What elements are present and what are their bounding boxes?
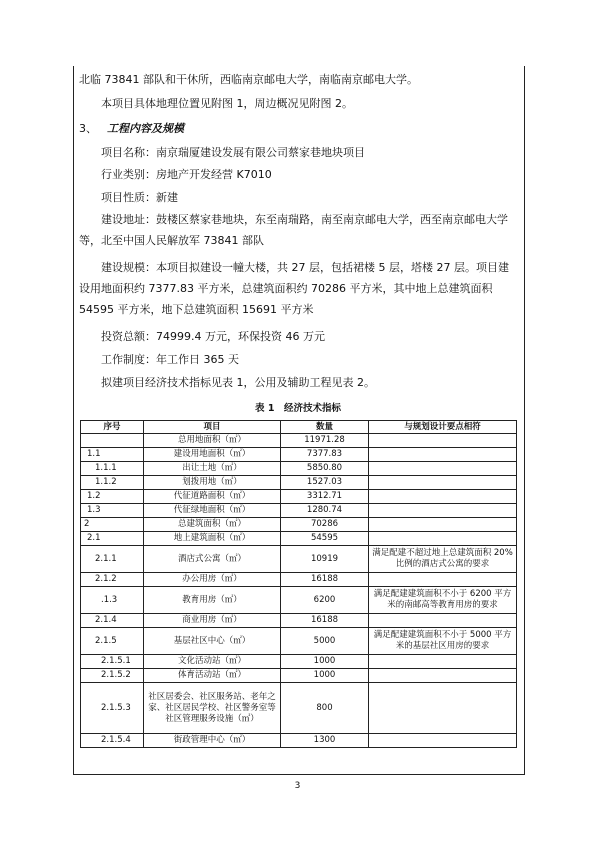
row-item: 商业用房（㎡） bbox=[144, 614, 281, 628]
row-quantity: 800 bbox=[281, 683, 369, 734]
table-row bbox=[81, 669, 517, 683]
row-number: 2.1.4 bbox=[81, 614, 144, 628]
row-item: 划拨用地（㎡） bbox=[144, 476, 281, 490]
table-row bbox=[81, 532, 517, 546]
row-quantity: 7377.83 bbox=[281, 448, 369, 462]
row-note bbox=[369, 655, 517, 669]
paragraph-scale: 建设规模：本项目拟建设一幢大楼，共 27 层，包括裙楼 5 层，塔楼 27 层。项目建设用地面积约 7377.83 平方米，总建筑面积约 70286 平方米，其中地上总建筑面积 54595 平方米，地下总建筑面积 15691 平方米 bbox=[79, 261, 509, 316]
row-item: 代征绿地面积（㎡） bbox=[144, 504, 281, 518]
paragraph-address: 建设地址：鼓楼区蔡家巷地块，东至南瑞路，南至南京邮电大学，西至南京邮电大学等，北至中国人民解放军 73841 部队 bbox=[79, 213, 508, 247]
section-heading bbox=[79, 118, 519, 139]
paragraph-project-name: 项目名称：南京瑞厦建设发展有限公司蔡家巷地块项目 bbox=[101, 146, 365, 159]
row-number: 2.1.5.2 bbox=[81, 669, 144, 683]
row-number: 2.1 bbox=[81, 532, 144, 546]
table-row bbox=[81, 628, 517, 655]
row-number: 2.1.5 bbox=[81, 628, 144, 655]
row-quantity: 6200 bbox=[281, 587, 369, 614]
row-note bbox=[369, 434, 517, 448]
paragraph-figure-reference: 本项目具体地理位置见附图 1，周边概况见附图 2。 bbox=[101, 97, 353, 110]
row-quantity: 70286 bbox=[281, 518, 369, 532]
row-number: 2.1.5.3 bbox=[81, 683, 144, 734]
table-row bbox=[81, 614, 517, 628]
table-row bbox=[81, 490, 517, 504]
row-quantity: 10919 bbox=[281, 546, 369, 573]
table-row bbox=[81, 504, 517, 518]
table-row bbox=[81, 655, 517, 669]
column-header: 序号 bbox=[81, 421, 144, 434]
row-item: 地上建筑面积（㎡） bbox=[144, 532, 281, 546]
row-number: 2.1.5.4 bbox=[81, 734, 144, 748]
column-header: 与规划设计要点相符 bbox=[369, 421, 517, 434]
table-row bbox=[81, 476, 517, 490]
column-header: 项目 bbox=[144, 421, 281, 434]
row-item: 体育活动站（㎡） bbox=[144, 669, 281, 683]
table-row bbox=[81, 462, 517, 476]
row-quantity: 3312.71 bbox=[281, 490, 369, 504]
table-row bbox=[81, 683, 517, 734]
row-note bbox=[369, 518, 517, 532]
row-note bbox=[369, 573, 517, 587]
paragraph-investment: 投资总额：74999.4 万元，环保投资 46 万元 bbox=[101, 330, 325, 343]
row-item: 社区居委会、社区服务站、老年之家、社区居民学校、社区警务室等社区管理服务设施（㎡） bbox=[144, 683, 281, 734]
row-note: 满足配建建筑面积不小于 5000 平方米的基层社区用房的要求 bbox=[369, 628, 517, 655]
row-note: 满足配建建筑面积不小于 6200 平方米的南邮高等教育用房的要求 bbox=[369, 587, 517, 614]
row-quantity: 5850.80 bbox=[281, 462, 369, 476]
row-quantity: 1000 bbox=[281, 655, 369, 669]
row-number bbox=[81, 434, 144, 448]
row-number: 1.2 bbox=[81, 490, 144, 504]
table-row bbox=[81, 448, 517, 462]
row-number: 2.1.2 bbox=[81, 573, 144, 587]
row-quantity: 1000 bbox=[281, 669, 369, 683]
table-row bbox=[81, 546, 517, 573]
row-number: 1.1.1 bbox=[81, 462, 144, 476]
row-quantity: 1527.03 bbox=[281, 476, 369, 490]
row-number: 2.1.1 bbox=[81, 546, 144, 573]
page-number: 3 bbox=[294, 781, 301, 791]
row-quantity: 16188 bbox=[281, 573, 369, 587]
table-row bbox=[81, 518, 517, 532]
row-number: .1.3 bbox=[81, 587, 144, 614]
row-note bbox=[369, 476, 517, 490]
row-note bbox=[369, 448, 517, 462]
row-quantity: 5000 bbox=[281, 628, 369, 655]
row-item: 教育用房（㎡） bbox=[144, 587, 281, 614]
row-note bbox=[369, 462, 517, 476]
economic-indicators-table bbox=[80, 420, 517, 748]
section-number: 3、 bbox=[79, 122, 97, 135]
row-quantity: 54595 bbox=[281, 532, 369, 546]
row-item: 办公用房（㎡） bbox=[144, 573, 281, 587]
row-item: 酒店式公寓（㎡） bbox=[144, 546, 281, 573]
paragraph-work-schedule: 工作制度：年工作日 365 天 bbox=[101, 353, 239, 366]
row-item: 建设用地面积（㎡） bbox=[144, 448, 281, 462]
row-item: 总建筑面积（㎡） bbox=[144, 518, 281, 532]
row-item: 文化活动站（㎡） bbox=[144, 655, 281, 669]
row-number: 1.3 bbox=[81, 504, 144, 518]
row-item: 总用地面积（㎡） bbox=[144, 434, 281, 448]
row-item: 代征道路面积（㎡） bbox=[144, 490, 281, 504]
row-item: 基层社区中心（㎡） bbox=[144, 628, 281, 655]
row-note bbox=[369, 669, 517, 683]
table-caption: 表 1 经济技术指标 bbox=[255, 403, 341, 414]
row-note: 满足配建不超过地上总建筑面积 20% 比例的酒店式公寓的要求 bbox=[369, 546, 517, 573]
row-note bbox=[369, 683, 517, 734]
paragraph-location-boundary: 北临 73841 部队和干休所，西临南京邮电大学，南临南京邮电大学。 bbox=[79, 73, 418, 86]
row-quantity: 11971.28 bbox=[281, 434, 369, 448]
section-title: 工程内容及规模 bbox=[107, 122, 184, 135]
table-header-row bbox=[81, 421, 517, 434]
column-header: 数量 bbox=[281, 421, 369, 434]
table-row bbox=[81, 573, 517, 587]
table-row bbox=[81, 434, 517, 448]
row-note bbox=[369, 504, 517, 518]
paragraph-table-reference: 拟建项目经济技术指标见表 1，公用及辅助工程见表 2。 bbox=[101, 376, 375, 389]
row-note bbox=[369, 532, 517, 546]
row-item: 街政管理中心（㎡） bbox=[144, 734, 281, 748]
paragraph-industry: 行业类别：房地产开发经营 K7010 bbox=[101, 168, 272, 181]
row-note bbox=[369, 490, 517, 504]
table-row bbox=[81, 734, 517, 748]
row-note bbox=[369, 614, 517, 628]
row-number: 1.1 bbox=[81, 448, 144, 462]
row-quantity: 16188 bbox=[281, 614, 369, 628]
row-number: 2 bbox=[81, 518, 144, 532]
row-item: 出让土地（㎡） bbox=[144, 462, 281, 476]
row-quantity: 1300 bbox=[281, 734, 369, 748]
paragraph-project-nature: 项目性质：新建 bbox=[101, 191, 178, 204]
row-number: 1.1.2 bbox=[81, 476, 144, 490]
table-row bbox=[81, 587, 517, 614]
row-number: 2.1.5.1 bbox=[81, 655, 144, 669]
row-note bbox=[369, 734, 517, 748]
row-quantity: 1280.74 bbox=[281, 504, 369, 518]
